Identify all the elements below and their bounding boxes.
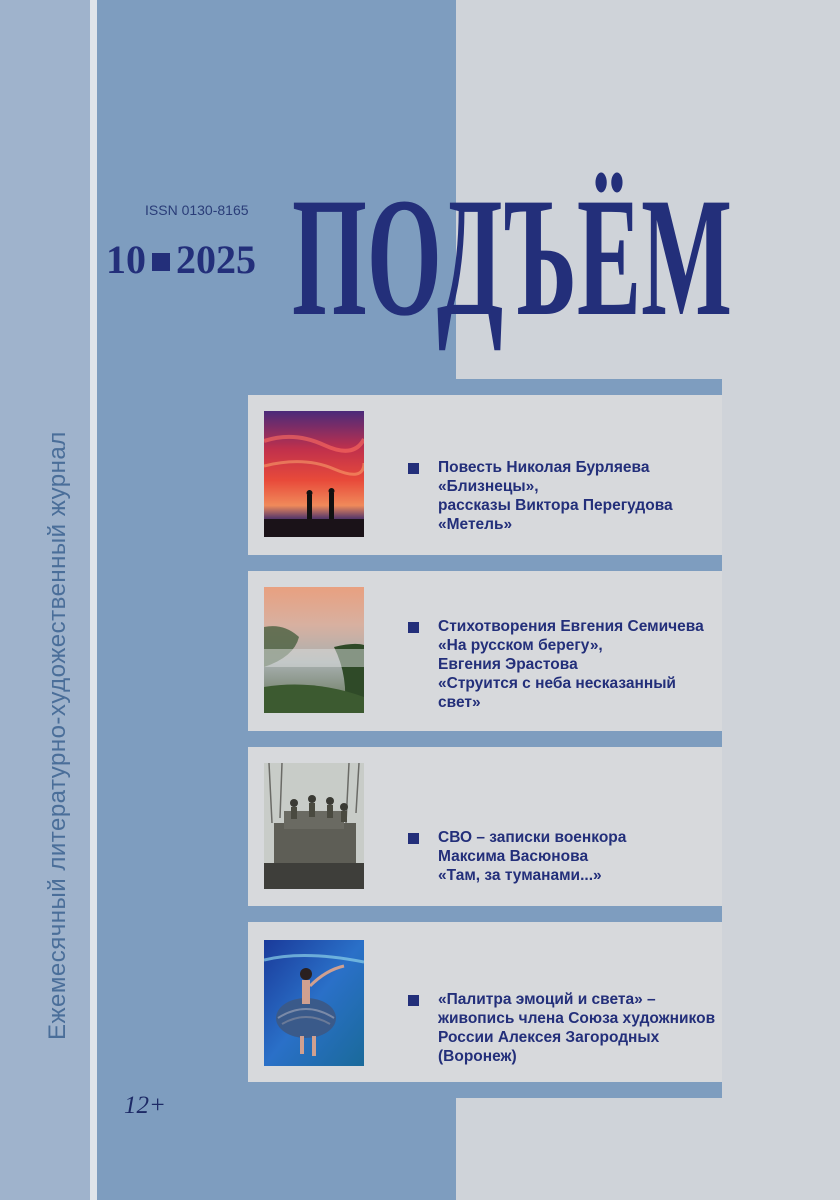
magazine-title: ПОДЪЁМ xyxy=(292,163,732,351)
issue-label xyxy=(106,236,256,283)
contents-line: (Воронеж) xyxy=(438,1048,517,1065)
contents-line: СВО – записки военкора xyxy=(438,829,627,846)
band-5 xyxy=(248,1082,722,1098)
contents-item-4 xyxy=(248,922,722,1082)
contents-line: Максима Васюнова xyxy=(438,848,589,865)
contents-line: свет» xyxy=(438,694,481,711)
issn-label: ISSN 0130-8165 xyxy=(145,202,249,218)
magazine-subtitle: Ежемесячный литературно-художественный журнал xyxy=(44,431,71,1040)
band-4 xyxy=(248,906,722,922)
contents-line: России Алексея Загородных xyxy=(438,1029,660,1046)
bullet-square xyxy=(408,995,419,1006)
contents-item-2 xyxy=(248,571,722,731)
band-2 xyxy=(248,555,722,571)
age-rating: 12+ xyxy=(124,1092,166,1119)
bullet-square xyxy=(408,622,419,633)
band-3 xyxy=(248,731,722,747)
soldiers-on-armored-vehicle-photo xyxy=(264,763,364,889)
contents-text-4 xyxy=(438,990,728,1066)
bullet-square xyxy=(408,833,419,844)
issue-year: 2025 xyxy=(176,237,256,282)
contents-text-1 xyxy=(438,458,728,534)
separator-stripe xyxy=(90,0,97,1200)
contents-line: «Близнецы», xyxy=(438,478,539,495)
contents-item-3 xyxy=(248,747,722,906)
bullet-square xyxy=(408,463,419,474)
contents-text-3 xyxy=(438,828,728,885)
issue-number: 10 xyxy=(106,237,146,282)
contents-line: «Там, за туманами...» xyxy=(438,867,602,884)
band-1 xyxy=(248,379,722,395)
misty-river-landscape-photo xyxy=(264,587,364,713)
contents-line: рассказы Виктора Перегудова xyxy=(438,497,673,514)
contents-line: Повесть Николая Бурляева xyxy=(438,459,650,476)
contents-item-1 xyxy=(248,395,722,555)
contents-line: «На русском берегу», xyxy=(438,637,603,654)
contents-line: Стихотворения Евгения Семичева xyxy=(438,618,704,635)
sunset-silhouettes-photo xyxy=(264,411,364,537)
issue-separator-square xyxy=(152,253,170,271)
contents-text-2 xyxy=(438,617,728,712)
contents-line: Евгения Эрастова xyxy=(438,656,578,673)
contents-line: «Метель» xyxy=(438,516,513,533)
magazine-title-logo xyxy=(282,148,742,358)
contents-line: «Струится с неба несказанный xyxy=(438,675,676,692)
contents-line: «Палитра эмоций и света» – xyxy=(438,991,656,1008)
contents-line: живопись члена Союза художников xyxy=(438,1010,716,1027)
painting-dancer-blue-photo xyxy=(264,940,364,1066)
